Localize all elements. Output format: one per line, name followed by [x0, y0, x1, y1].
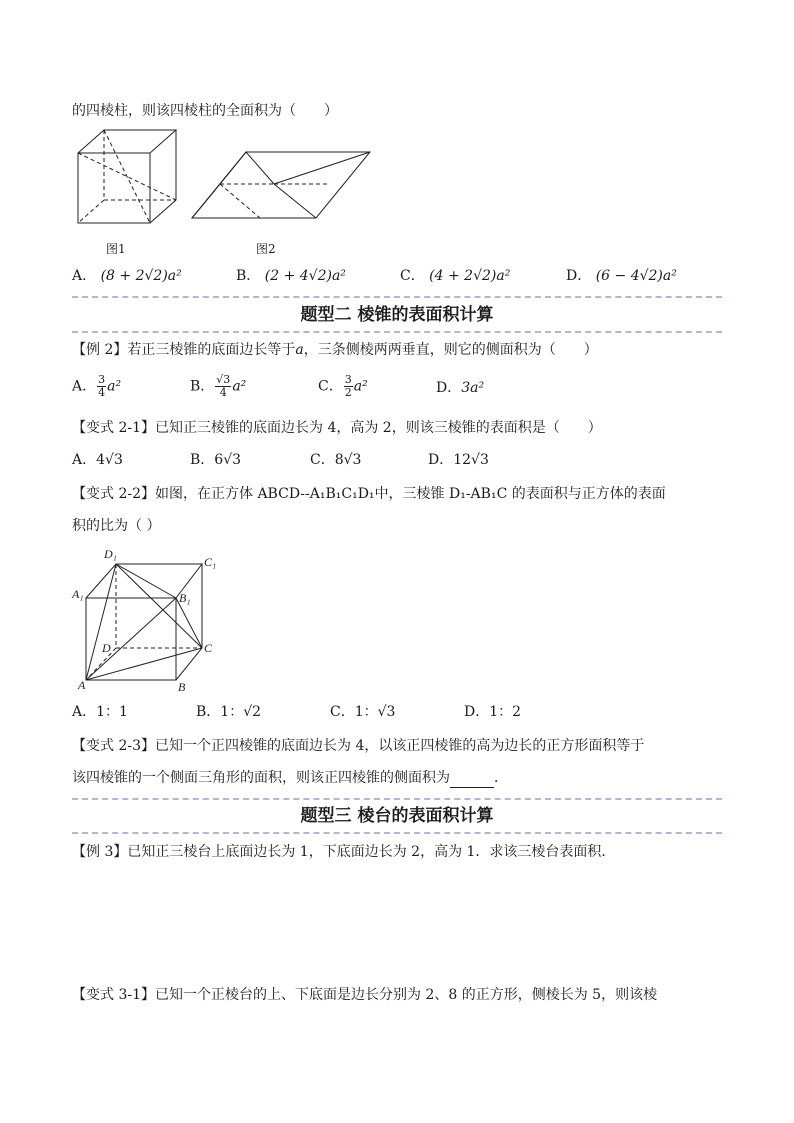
numerator: 3 [98, 373, 106, 386]
section-divider [72, 296, 722, 298]
denominator: 4 [98, 386, 106, 399]
variant-2-2-stem-line2: 积的比为（ ） [72, 518, 161, 534]
v22-option-d[interactable]: D．1：2 [464, 704, 522, 720]
option-letter: D． [436, 380, 462, 396]
v21-option-b[interactable]: B．6√3 [190, 452, 242, 468]
section-2-title: 题型二 棱锥的表面积计算 [300, 305, 494, 325]
option-tail: a² [353, 378, 368, 395]
denominator: 2 [344, 386, 352, 399]
vertex-label-a: A [78, 678, 86, 692]
v22-option-c[interactable]: C．1：√3 [330, 704, 396, 720]
option-letter: B． [236, 268, 261, 284]
stem-suffix: ，三条侧棱两两垂直，则它的侧面积为（ ） [303, 342, 598, 358]
answer-blank[interactable] [450, 773, 494, 788]
option-letter: A． [72, 268, 97, 284]
figure-1-label: 图1 [106, 242, 126, 256]
numerator: 3 [344, 373, 352, 386]
ex2-option-a[interactable] [72, 374, 121, 399]
vertex-label-c1: C₁ [204, 555, 217, 569]
option-letter: C． [318, 378, 343, 395]
q1-option-c[interactable] [400, 266, 510, 286]
option-letter: C． [400, 268, 425, 284]
stem-text: 该四棱锥的一个侧面三角形的面积，则该正四棱锥的侧面积为 [72, 770, 450, 786]
ex2-option-c[interactable] [318, 374, 368, 399]
variant-2-3-stem-line1: 【变式 2-3】已知一个正四棱锥的底面边长为 4，以该正四棱锥的高为边长的正方形面积等于 [72, 738, 645, 754]
option-value: (2 + 4√2)a² [264, 268, 346, 284]
section-divider [72, 331, 722, 333]
v21-option-a[interactable]: A．4√3 [72, 452, 123, 468]
fraction [97, 374, 106, 399]
option-value: (4 + 2√2)a² [429, 268, 511, 284]
example-3-stem: 【例 3】已知正三棱台上底面边长为 1，下底面边长为 2，高为 1．求该三棱台表面积． [72, 844, 616, 860]
variant-2-3-stem-line2 [72, 768, 508, 788]
stem-end: ． [494, 770, 508, 786]
vertex-label-d: D [102, 641, 111, 655]
section-divider [72, 832, 722, 834]
variant-3-1-stem: 【变式 3-1】已知一个正棱台的上、下底面是边长分别为 2、8 的正方形，侧棱长为 5，则该棱 [72, 987, 658, 1003]
vertex-label-c: C [204, 641, 213, 655]
denominator: 4 [219, 386, 227, 399]
vertex-label-b: B [178, 680, 186, 694]
section-divider [72, 798, 722, 800]
variant-2-1-stem: 【变式 2-1】已知正三棱锥的底面边长为 4，高为 2，则该三棱锥的表面积是（ ） [72, 420, 602, 436]
variable-a: a [295, 342, 304, 358]
option-letter: D． [566, 268, 592, 284]
vertex-label-d1: D₁ [104, 547, 117, 561]
figure-2-prism [190, 150, 372, 222]
intro-line: 的四棱柱，则该四棱柱的全面积为（ ） [72, 103, 338, 119]
variant-2-2-stem-line1: 【变式 2-2】如图，在正方体 ABCD--A₁B₁C₁D₁中，三棱锥 D₁-AB₁C 的表面积与正方体的表面 [72, 486, 666, 502]
option-value: (6 − 4√2)a² [595, 268, 677, 284]
v21-option-d[interactable]: D．12√3 [428, 452, 489, 468]
figure-1-cube [76, 128, 186, 228]
q1-option-b[interactable] [236, 266, 346, 286]
option-tail: a² [107, 378, 122, 395]
vertex-label-b1: B₁ [179, 591, 191, 605]
numerator: √3 [216, 373, 231, 386]
option-value: (8 + 2√2)a² [100, 268, 182, 284]
example-2-stem [72, 340, 598, 360]
option-tail: a² [232, 378, 247, 395]
section-3-title: 题型三 棱台的表面积计算 [300, 806, 494, 826]
q1-option-d[interactable] [566, 266, 677, 286]
figure-2-label: 图2 [256, 242, 276, 256]
ex2-option-b[interactable] [190, 374, 246, 399]
fraction [215, 374, 231, 399]
option-value: 3a² [461, 380, 485, 396]
q1-option-a[interactable] [72, 266, 182, 286]
ex2-option-d[interactable] [436, 378, 484, 398]
v22-option-a[interactable]: A．1：1 [72, 704, 128, 720]
option-letter: B． [190, 378, 215, 395]
v21-option-c[interactable]: C．8√3 [310, 452, 362, 468]
v22-option-b[interactable]: B．1：√2 [196, 704, 262, 720]
fraction [344, 374, 353, 399]
vertex-label-a1: A₁ [72, 587, 84, 601]
option-letter: A． [72, 378, 97, 395]
cube-figure-abcd [72, 544, 222, 696]
stem-prefix: 【例 2】若正三棱锥的底面边长等于 [72, 342, 296, 358]
